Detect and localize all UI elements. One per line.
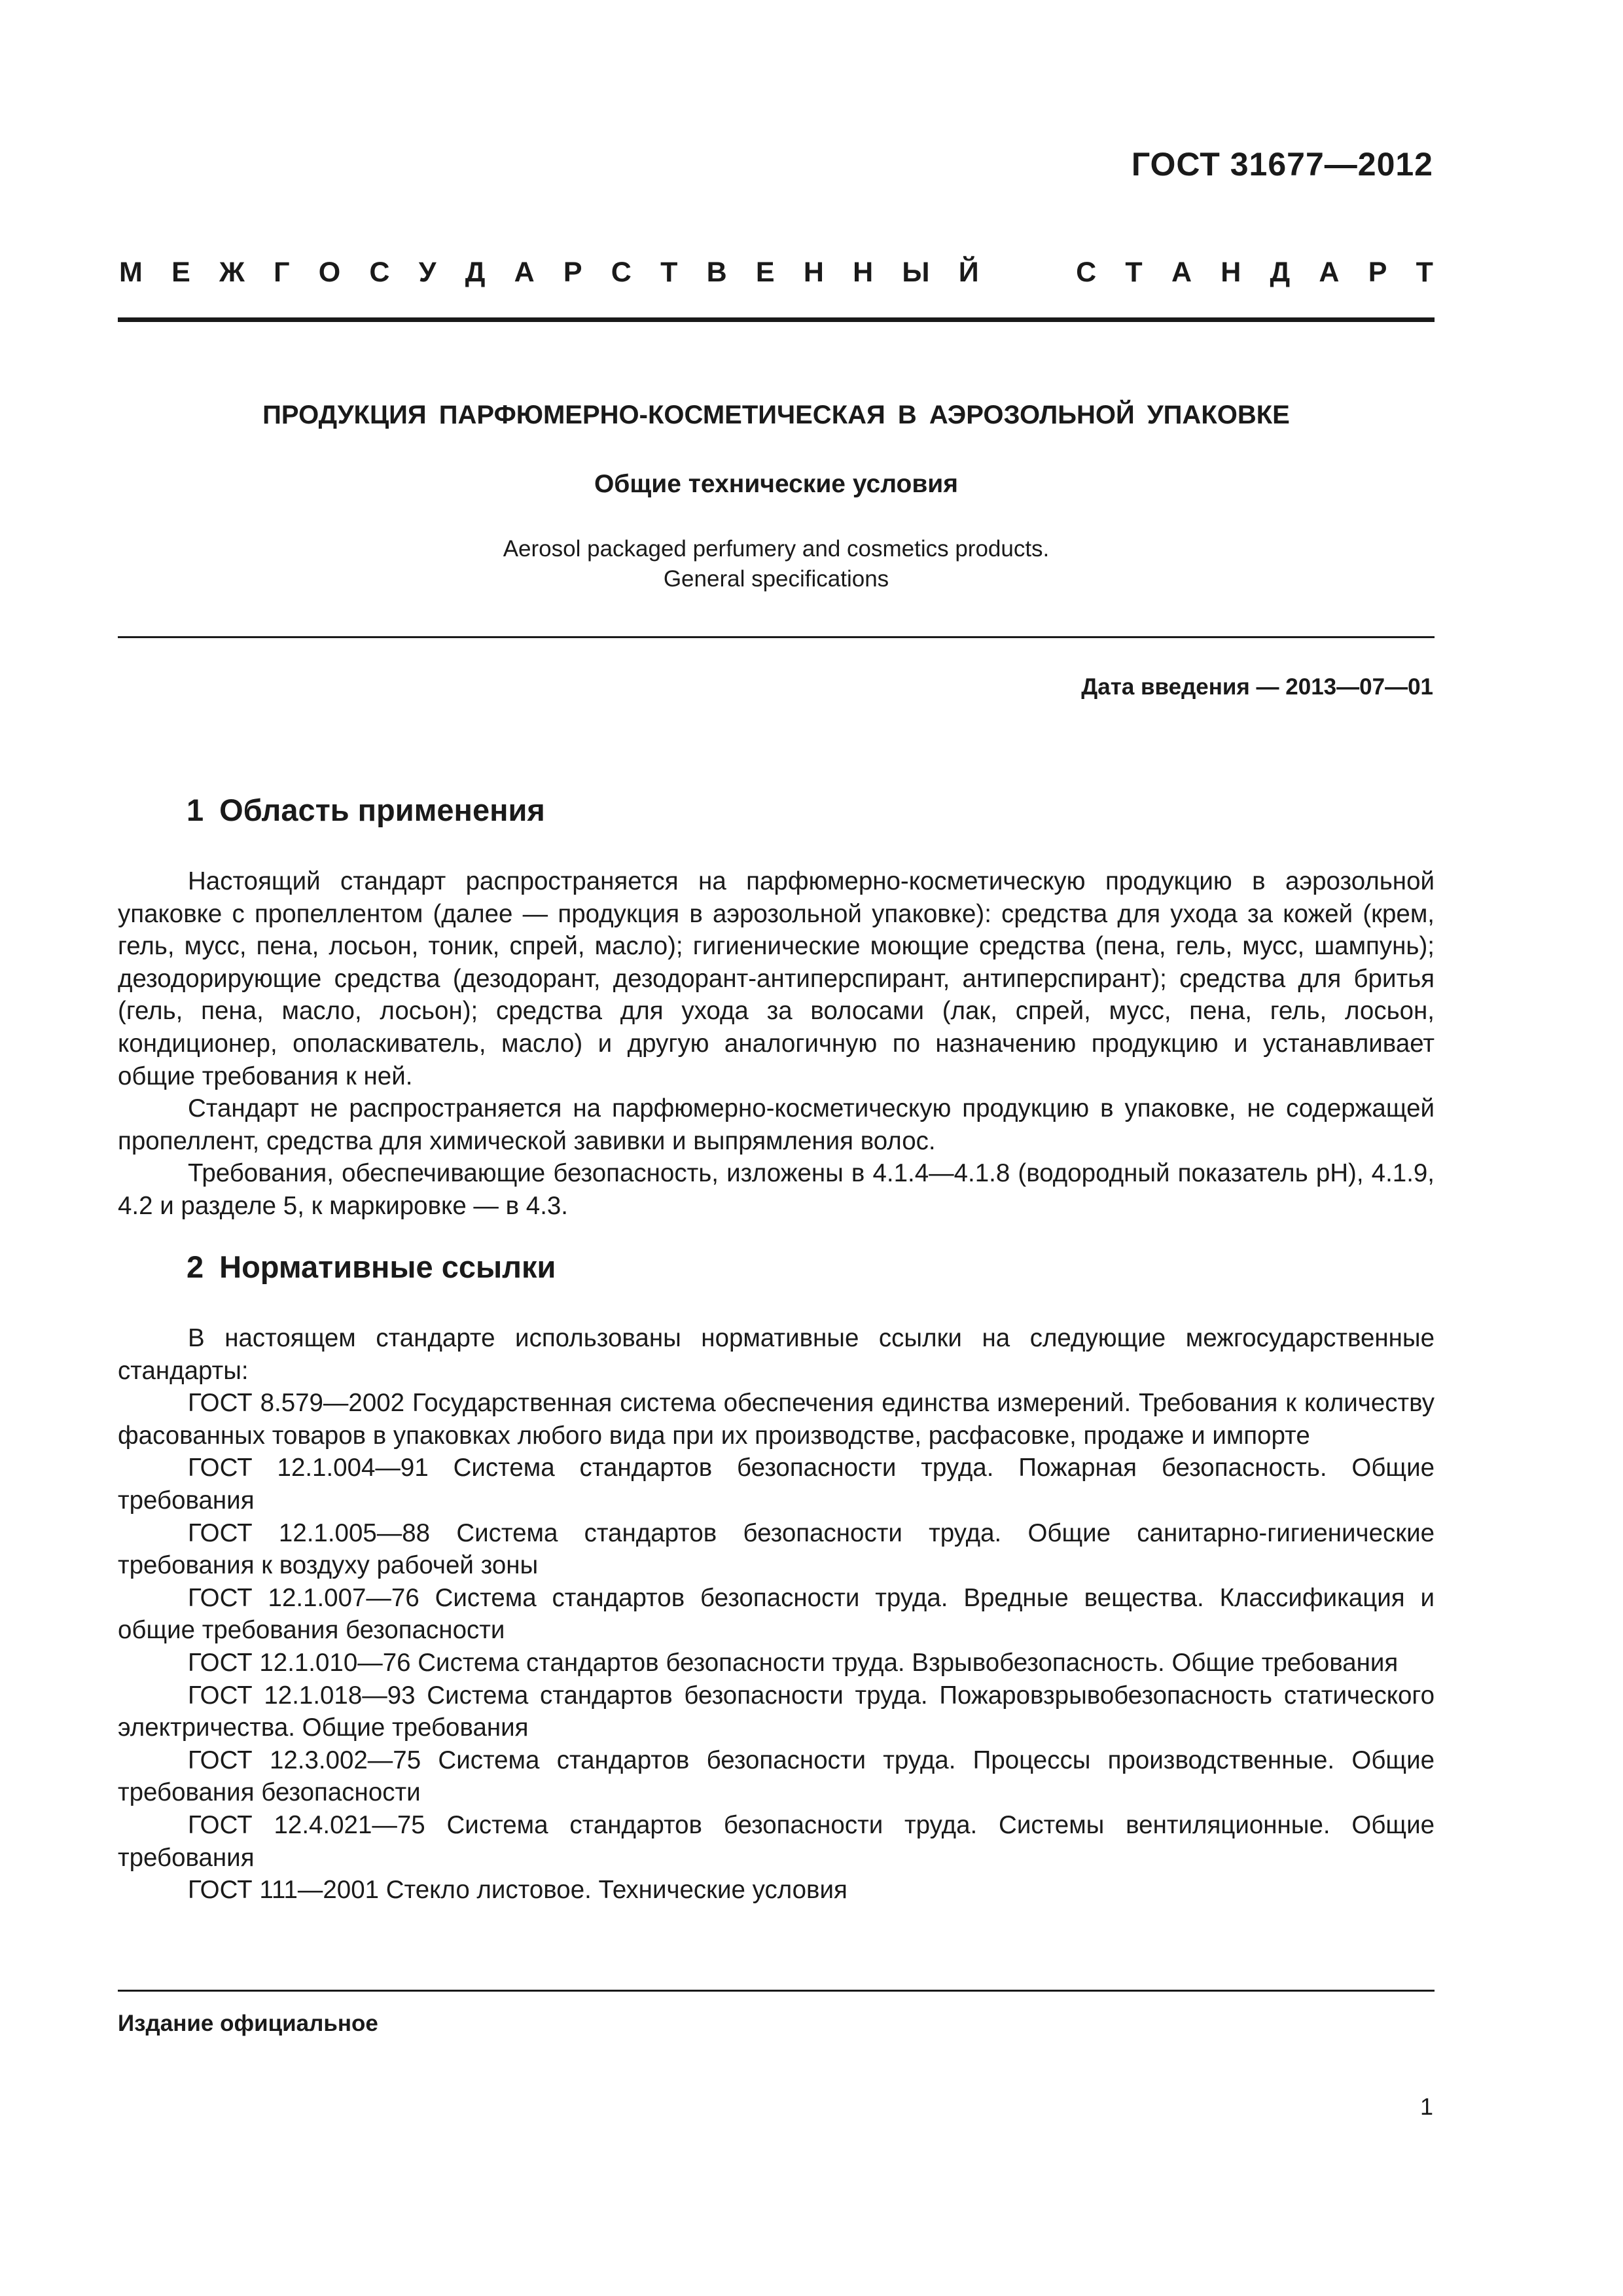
heading-letter: В	[706, 257, 727, 288]
product-title: ПРОДУКЦИЯ ПАРФЮМЕРНО-КОСМЕТИЧЕСКАЯ В АЭРОЗОЛЬНОЙ УПАКОВКЕ	[262, 401, 1290, 429]
heading-letter: А	[1319, 257, 1340, 288]
header-rule	[118, 317, 1435, 322]
heading-letter: Ы	[902, 257, 930, 288]
heading-letter: Й	[958, 257, 979, 288]
paragraph: Настоящий стандарт распространяется на парфюмерно-косметическую продукцию в аэрозольной упаковке с пропеллентом (далее — продукция в аэрозольной упаковке): средства для ухода за кожей (крем, гель, мусс, пена, лосьон, тоник, спрей, масло); гигиенические моющие средства (пена, гель, мусс, шампунь); дезодорирующие средства (дезодорант, дезодорант-антиперспирант, антиперспирант); средства для бритья (гель, пена, масло, лосьон); средства для ухода за волосами (лак, спрей, мусс, пена, гель, лосьон, кондиционер, ополаскиватель, масло) и другую аналогичную по назначению продукцию и устанавливает общие требования к ней.	[118, 867, 1435, 1090]
english-title-line2: General specifications	[663, 566, 889, 592]
heading-letter: С	[1076, 257, 1097, 288]
heading-letter: С	[369, 257, 390, 288]
heading-letter: М	[119, 257, 143, 288]
section-1-title: Область применения	[219, 793, 545, 827]
heading-letter: А	[514, 257, 535, 288]
heading-letter: Р	[563, 257, 582, 288]
official-edition-note: Издание официальное	[118, 2011, 378, 2036]
heading-letter: Т	[1125, 257, 1143, 288]
reference-item: ГОСТ 8.579—2002 Государственная система обеспечения единства измерений. Требования к количеству фасованных товаров в упаковках любого вида при их производстве, расфасовке, продаже и импорте	[118, 1389, 1435, 1450]
section-1-number: 1	[187, 793, 204, 827]
paragraph: Стандарт не распространяется на парфюмерно-косметическую продукцию в упаковке, не содержащей пропеллент, средства для химической завивки и выпрямления волос.	[118, 1094, 1435, 1155]
reference-item: ГОСТ 12.1.005—88 Система стандартов безопасности труда. Общие санитарно-гигиенические требования к воздуху рабочей зоны	[118, 1518, 1435, 1580]
reference-item: ГОСТ 12.1.007—76 Система стандартов безопасности труда. Вредные вещества. Классификация и общие требования безопасности	[118, 1583, 1435, 1645]
section-2-number: 2	[187, 1249, 204, 1284]
heading-letter: Г	[274, 257, 290, 288]
heading-letter: А	[1171, 257, 1192, 288]
reference-item: ГОСТ 12.1.018—93 Система стандартов безопасности труда. Пожаровзрывобезопасность статического электричества. Общие требования	[118, 1681, 1435, 1742]
section-1-body	[118, 865, 1435, 1223]
title-rule	[118, 636, 1435, 638]
product-subtitle: Общие технические условия	[594, 470, 959, 498]
heading-letter: Р	[1368, 257, 1387, 288]
section-2-body	[118, 1322, 1435, 1907]
paragraph: В настоящем стандарте использованы нормативные ссылки на следующие межгосударственные стандарты:	[118, 1324, 1435, 1385]
page-number: 1	[1419, 2093, 1433, 2120]
footer-rule	[118, 1990, 1435, 1992]
heading-letter: О	[318, 257, 341, 288]
heading-letter: Д	[1270, 257, 1291, 288]
heading-letter: Н	[803, 257, 824, 288]
reference-item: ГОСТ 12.3.002—75 Система стандартов безопасности труда. Процессы производственные. Общие требования безопасности	[118, 1746, 1435, 1807]
heading-word-gap	[1008, 257, 1047, 289]
heading-letter: Н	[853, 257, 874, 288]
section-2-title: Нормативные ссылки	[219, 1249, 556, 1284]
paragraph: Требования, обеспечивающие безопасность, изложены в 4.1.4—4.1.8 (водородный показатель pH), 4.1.9, 4.2 и разделе 5, к маркировке — в 4.3.	[118, 1159, 1435, 1220]
heading-letter: Д	[465, 257, 486, 288]
heading-letter: Е	[755, 257, 775, 288]
section-2-heading	[187, 1249, 556, 1285]
reference-item: ГОСТ 12.1.004—91 Система стандартов безопасности труда. Пожарная безопасность. Общие требования	[118, 1454, 1435, 1515]
english-title-line1: Aerosol packaged perfumery and cosmetics products.	[503, 536, 1050, 562]
standard-type-heading	[119, 257, 1433, 289]
section-1-heading	[187, 792, 545, 828]
english-title	[118, 534, 1435, 594]
heading-letter: Ж	[219, 257, 245, 288]
reference-item: ГОСТ 12.1.010—76 Система стандартов безопасности труда. Взрывобезопасность. Общие требования	[188, 1648, 1399, 1677]
heading-letter: У	[418, 257, 437, 288]
introduction-date: Дата введения — 2013—07—01	[1081, 674, 1433, 700]
heading-letter: Н	[1221, 257, 1241, 288]
reference-item: ГОСТ 111—2001 Стекло листовое. Технические условия	[188, 1876, 847, 1905]
heading-letter: С	[611, 257, 632, 288]
heading-letter: Т	[660, 257, 678, 288]
heading-letter: Е	[171, 257, 190, 288]
reference-item: ГОСТ 12.4.021—75 Система стандартов безопасности труда. Системы вентиляционные. Общие требования	[118, 1810, 1435, 1872]
heading-letter: Т	[1416, 257, 1433, 288]
gost-number: ГОСТ 31677—2012	[1131, 146, 1433, 183]
